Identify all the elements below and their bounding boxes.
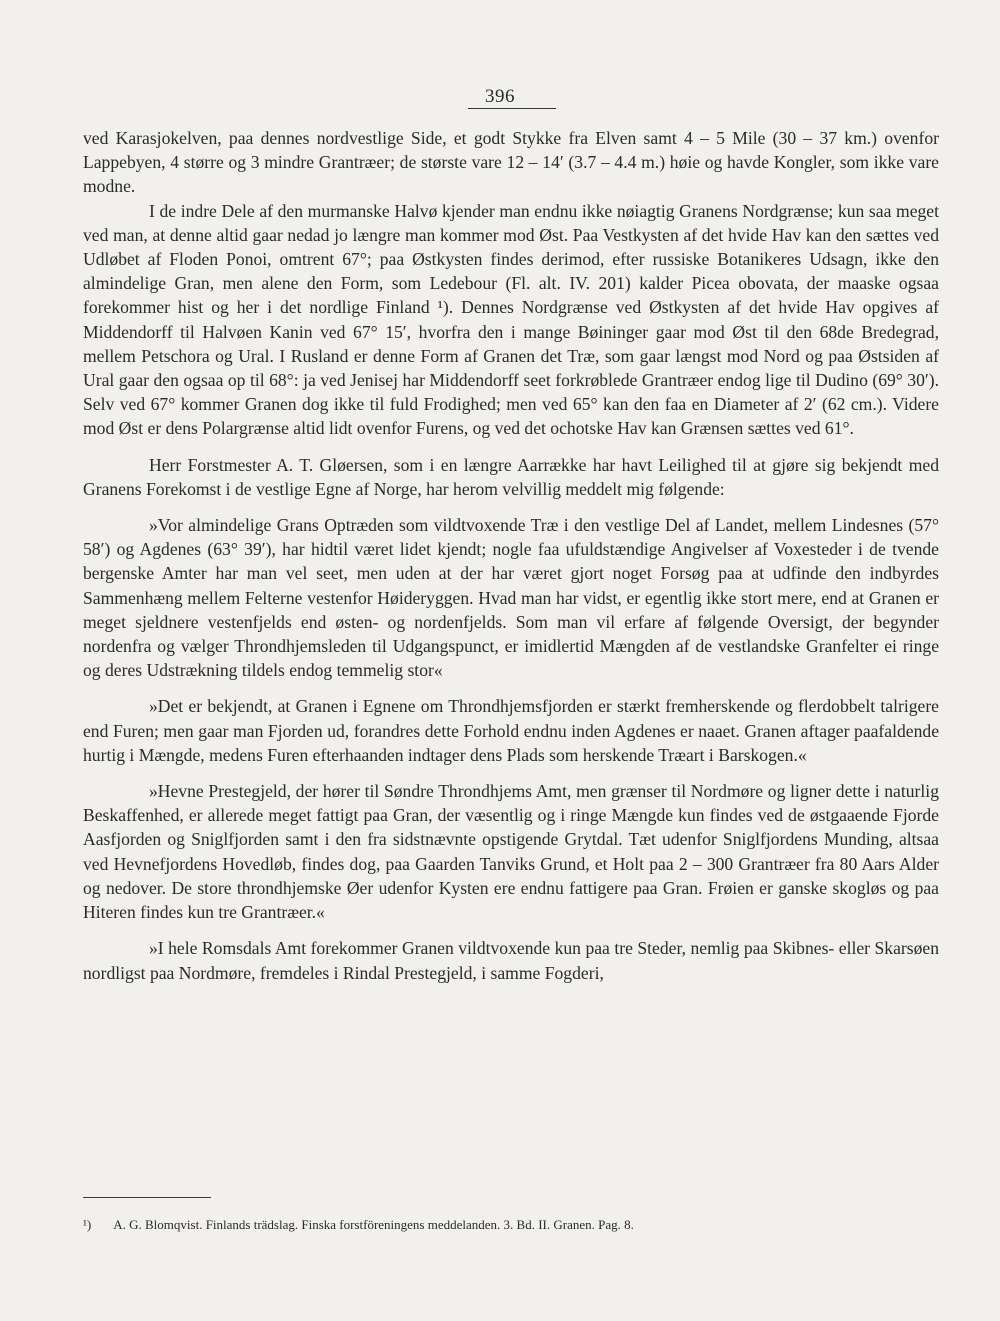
page-number: 396 [485,86,515,107]
paragraph-quote-hevne: »Hevne Prestegjeld, der hører til Søndre Throndhjems Amt, men grænser til Nordmøre og ligner dette i naturlig Beskaffenhed, er allerede meget fattigt paa Gran, der væsentlig og i ringe Mængde kun findes ved de østgaaende Fjorde Aasfjorden og Sniglfjorden samt i den fra sidstnævnte opstigende Grytdal. Tæt udenfor Sniglfjordens Munding, altsaa ved Hevnefjordens Hovedløb, findes dog, paa Gaarden Tanviks Grund, et Holt paa 2 – 300 Grantræer fra 80 Aars Alder og nedover. De store throndhjemske Øer udenfor Kysten ere endnu fattigere paa Gran. Frøien er ganske skogløs og paa Hiteren findes kun tre Grantræer.« [83,781,939,923]
paragraph-quote-throndhjem: »Det er bekjendt, at Granen i Egnene om Throndhjemsfjorden er stærkt fremherskende og flerdobbelt talrigere end Furen; men gaar man Fjorden ud, forandres dette Forhold endnu inden Agdenes er naaet. Granen aftager paafaldende hurtig i Mængde, medens Furen efterhaanden indtager dens Plads som herskende Træart i Barskogen.« [83,696,939,765]
body-text [83,126,939,985]
footnote-text: A. G. Blomqvist. Finlands trädslag. Finska forstföreningens meddelanden. 3. Bd. II. Granen. Pag. 8. [113,1217,634,1232]
footnote-rule [83,1197,211,1198]
paragraph-quote-romsdal: »I hele Romsdals Amt forekommer Granen vildtvoxende kun paa tre Steder, nemlig paa Skibnes- eller Skarsøen nordligst paa Nordmøre, fremdeles i Rindal Prestegjeld, i samme Fogderi, [83,938,939,983]
footnote [83,1216,939,1234]
paragraph-quote-west: »Vor almindelige Grans Optræden som vildtvoxende Træ i den vestlige Del af Landet, mellem Lindesnes (57° 58′) og Agdenes (63° 39′), har hidtil været lidet kjendt; nogle faa ufuldstændige Angivelser af Voxesteder i de tvende bergenske Amter har man vel seet, men uden at der har været gjort noget Forsøg paa at udfinde den indbyrdes Sammenhæng mellem Felterne vestenfor Høideryggen. Hvad man har vidst, er egentlig ikke stort mere, end at Granen er meget sjeldnere vestenfjelds end østen- og nordenfjelds. Som man vil erfare af følgende Oversigt, der begynder nordenfra og vælger Throndhjemsleden til Udgangspunct, er imidlertid Mængden af de vestlandske Granfelter ei ringe og deres Udstrækning tildels endog temmelig stor« [83,515,939,681]
paragraph-continuation: ved Karasjokelven, paa dennes nordvestlige Side, et godt Stykke fra Elven samt 4 – 5 Mile (30 – 37 km.) ovenfor Lappebyen, 4 større og 3 mindre Grantræer; de største vare 12 – 14′ (3.7 – 4.4 m.) høie og havde Kongler, som ikke vare modne. [83,128,939,197]
paragraph-gloersen-intro: Herr Forstmester A. T. Gløersen, som i en længre Aarrække har havt Leilighed til at gjøre sig bekjendt med Granens Forekomst i de vestlige Egne af Norge, har herom velvillig meddelt mig følgende: [83,454,939,499]
footnote-mark: ¹) [83,1217,92,1232]
page-number-rule [468,108,556,109]
paragraph-murmansk: I de indre Dele af den murmanske Halvø kjender man endnu ikke nøiagtig Granens Nordgrænse; kun saa meget ved man, at denne altid gaar nedad jo længre man kommer mod Øst. Paa Vestkysten af det hvide Hav kan den sættes ved Udløbet af Floden Ponoi, omtrent 67°; paa Østkysten findes derimod, efter russiske Botanikeres Udsagn, ikke den almindelige Gran, men alene den Form, som Ledebour (Fl. alt. IV. 201) kalder Picea obovata, der maaske ogsaa forekommer hist og her i det nordlige Finland ¹). Dennes Nordgrænse ved Østkysten af det hvide Hav opgives af Middendorff til Halvøen Kanin ved 67° 15′, hvorfra den i mange Bøininger gaar mod Øst til den 68de Bredegrad, mellem Petschora og Ural. I Rusland er denne Form af Granen det Træ, som gaar længst mod Nord og paa Østsiden af Ural gaar den ogsaa op til 68°: ja ved Jenisej har Middendorff seet forkrøblede Grantræer endog lige til Dudino (69° 30′). Selv ved 67° kommer Granen dog ikke til fuld Frodighed; men ved 65° kan den faa en Diameter af 2′ (62 cm.). Videre mod Øst er dens Polargrænse altid lidt ovenfor Furens, og ved det ochotske Hav kan Grænsen sættes ved 61°. [83,200,939,439]
